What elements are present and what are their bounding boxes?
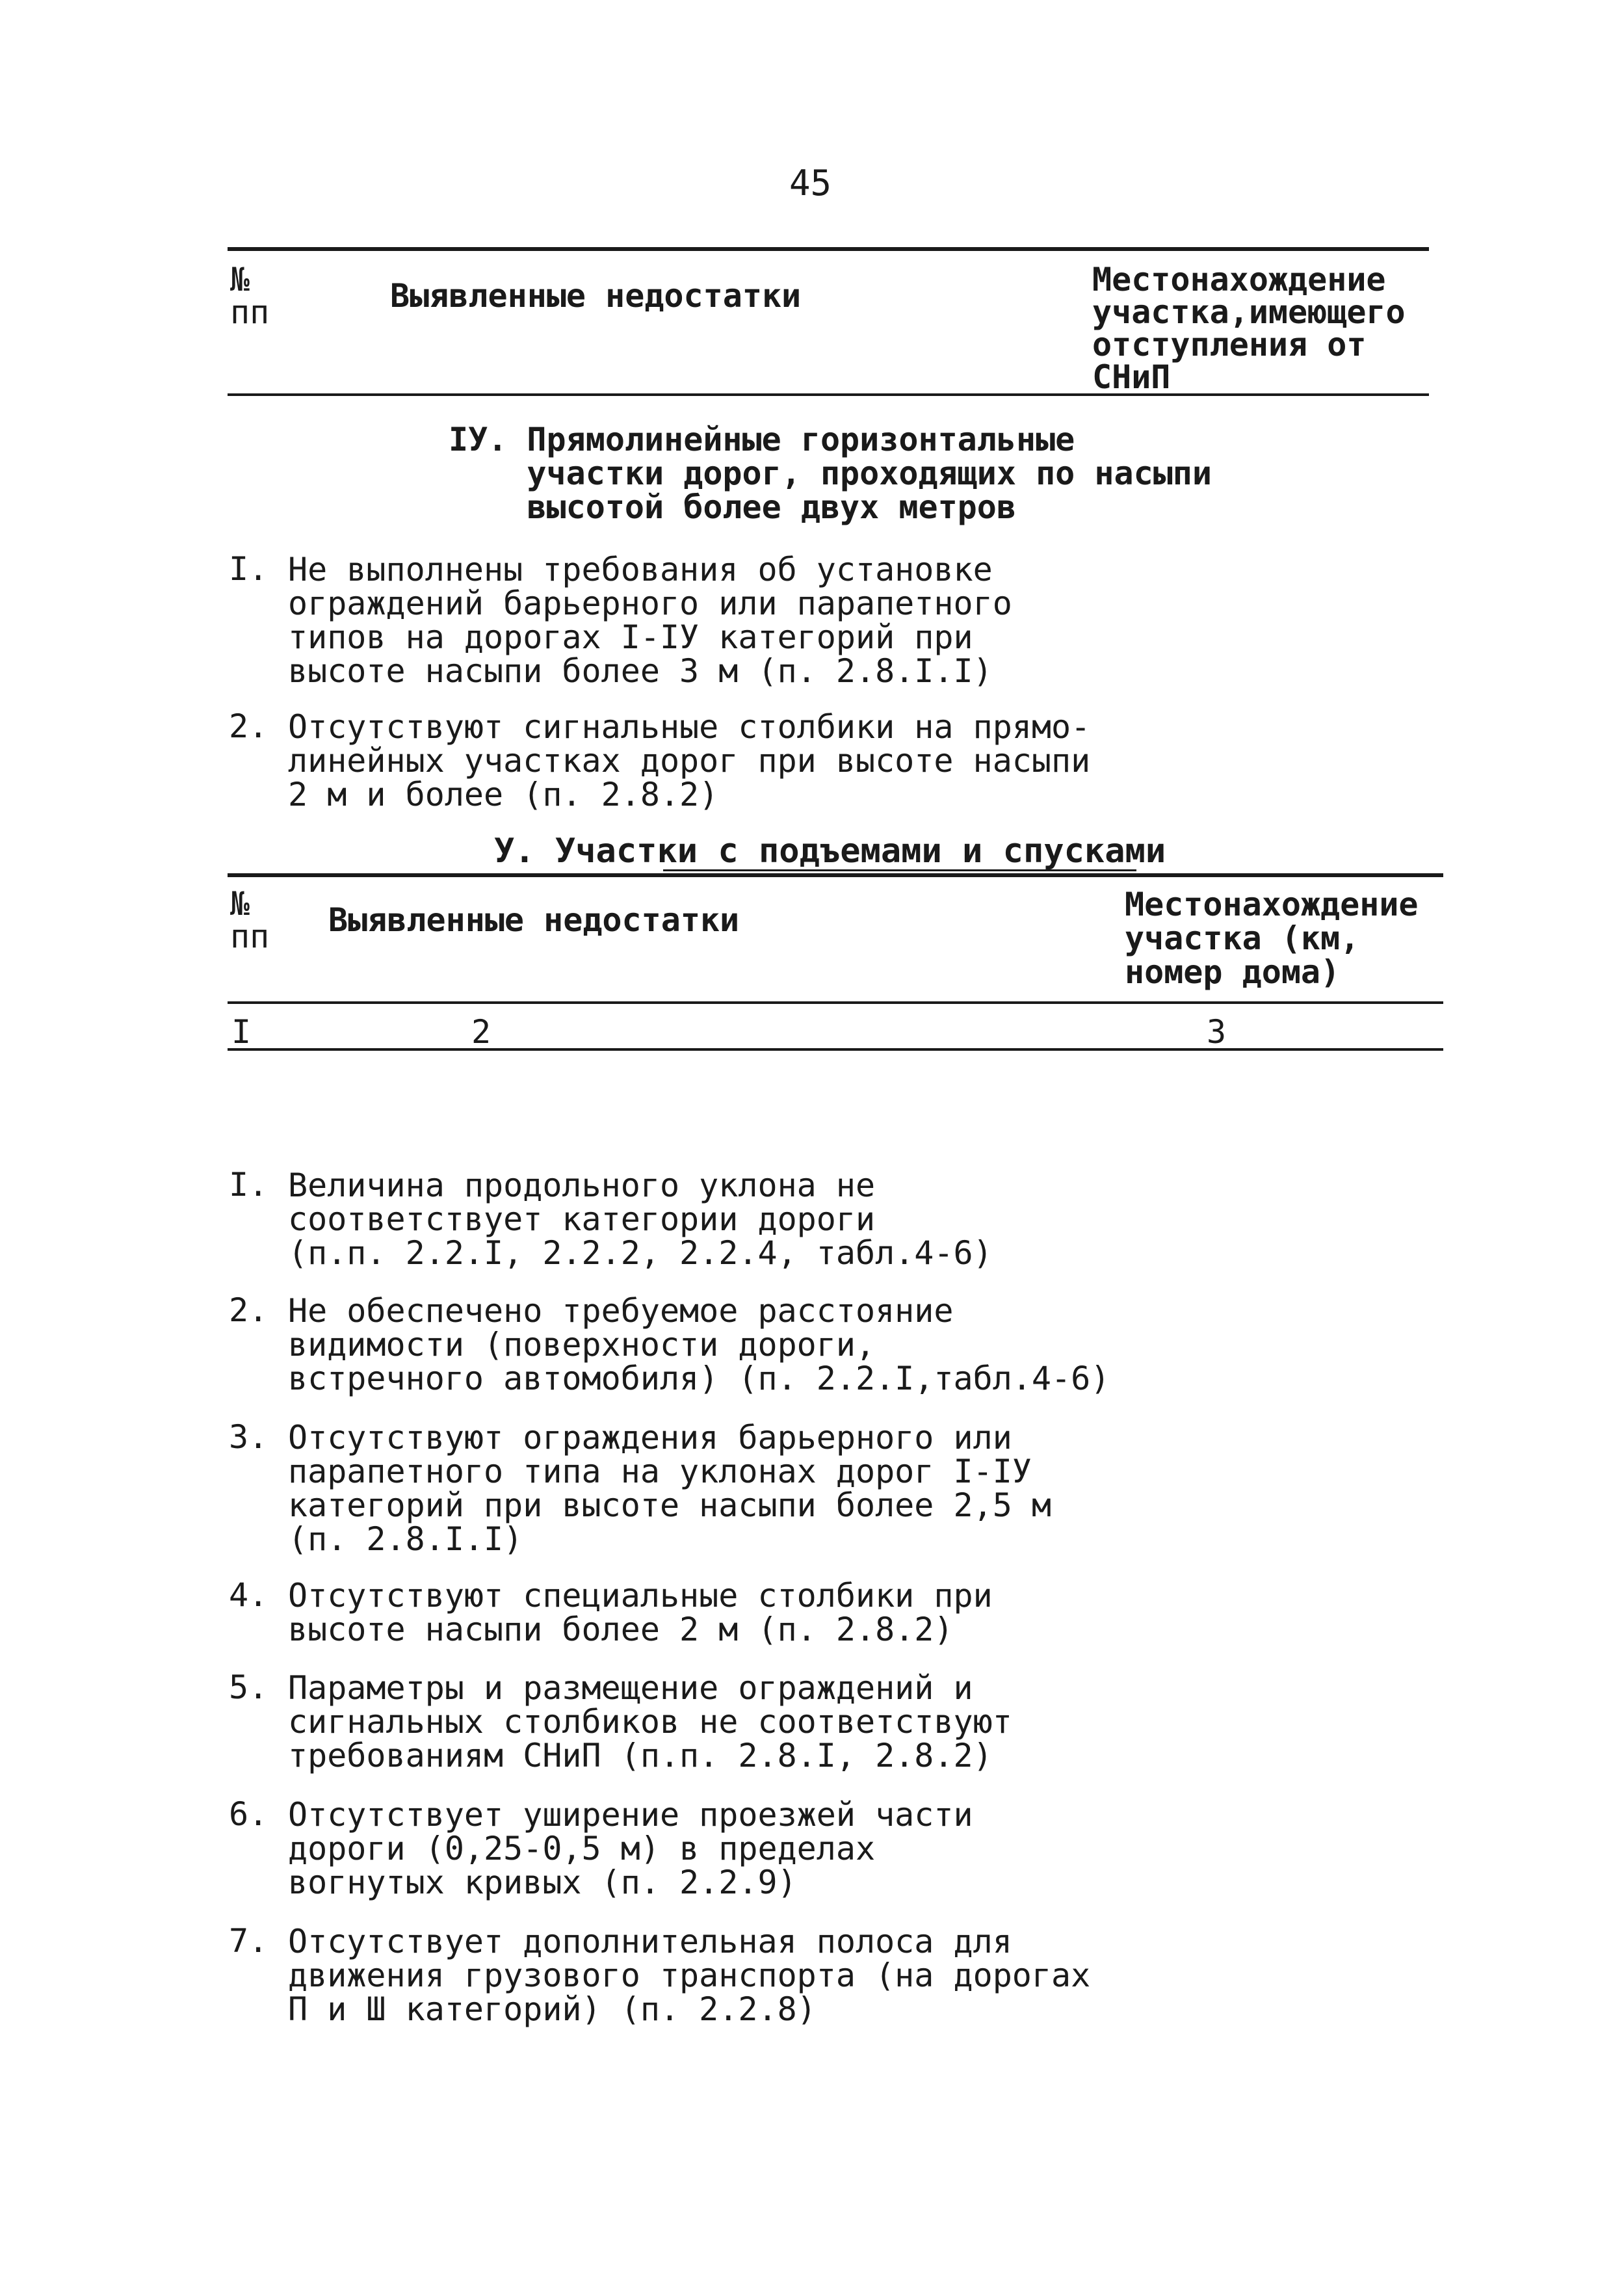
section4-title: IУ. Прямолинейные горизонтальные участки дорог, проходящих по насыпи высотой более двух метров — [449, 421, 1212, 526]
page-number: 45 — [789, 163, 832, 204]
list-item-text: Отсутствует уширение проезжей части дороги (0,25-0,5 м) в пределах вогнутых кривых (п. 2.2.9) — [288, 1796, 973, 1901]
item-number: 2. — [229, 707, 268, 745]
section5-title: У. Участки с подъемами и спусками — [494, 832, 1166, 871]
table2-col-number-1: I — [231, 1013, 252, 1051]
list-item-text: Не выполнены требования об установке ограждений барьерного или парапетного типов на дорогах I-IУ категорий при высоте насыпи более 3 м (п. 2.8.I.I) — [288, 551, 1012, 690]
table2-bottom-rule — [228, 1048, 1443, 1051]
list-item-text: Отсутствует дополнительная полоса для движения грузового транспорта (на дорогах П и Ш категорий) (п. 2.2.8) — [288, 1923, 1091, 2028]
table1-header-defects: Выявленные недостатки — [390, 277, 802, 315]
table2-header-defects: Выявленные недостатки — [328, 901, 740, 939]
table1-bottom-rule — [228, 393, 1429, 396]
table2-col-number-2: 2 — [471, 1013, 491, 1051]
table2-col-number-3: 3 — [1207, 1013, 1227, 1051]
list-item-text: Отсутствуют сигнальные столбики на прямо- линейных участках дорог при высоте насыпи 2 м и более (п. 2.8.2) — [288, 708, 1091, 813]
table1-top-rule — [228, 247, 1429, 251]
list-item-text: Величина продольного уклона не соответствует категории дороги (п.п. 2.2.I, 2.2.2, 2.2.4, табл.4-6) — [288, 1167, 993, 1272]
item-number: 7. — [229, 1922, 268, 1960]
list-item-text: Отсутствуют ограждения барьерного или парапетного типа на уклонах дорог I-IУ категорий при высоте насыпи более 2,5 м (п. 2.8.I.I) — [288, 1419, 1051, 1558]
table2-header-location: Местонахождение участка (км, номер дома) — [1125, 886, 1419, 991]
table1-header-location: Местонахождение участка,имеющего отступления от СНиП — [1092, 261, 1406, 396]
list-item-text: Параметры и размещение ограждений и сигнальных столбиков не соответствуют требованиям СНиП (п.п. 2.8.I, 2.8.2) — [288, 1669, 1012, 1774]
item-number: 2. — [229, 1291, 268, 1329]
item-number: 6. — [229, 1795, 268, 1833]
section5-title-underline — [663, 869, 1136, 871]
item-number: I. — [229, 1166, 268, 1204]
item-number: 4. — [229, 1576, 268, 1614]
table2-header-rule — [228, 1001, 1443, 1004]
table2-top-rule — [228, 873, 1443, 877]
item-number: I. — [229, 550, 268, 588]
table1-header-no: № пп — [230, 261, 270, 331]
item-number: 5. — [229, 1668, 268, 1706]
list-item-text: Не обеспечено требуемое расстояние видимости (поверхности дороги, встречного автомобиля) (п. 2.2.I,табл.4-6) — [288, 1292, 1110, 1397]
list-item-text: Отсутствуют специальные столбики при высоте насыпи более 2 м (п. 2.8.2) — [288, 1577, 993, 1648]
item-number: 3. — [229, 1418, 268, 1456]
table2-header-no: № пп — [230, 885, 270, 955]
